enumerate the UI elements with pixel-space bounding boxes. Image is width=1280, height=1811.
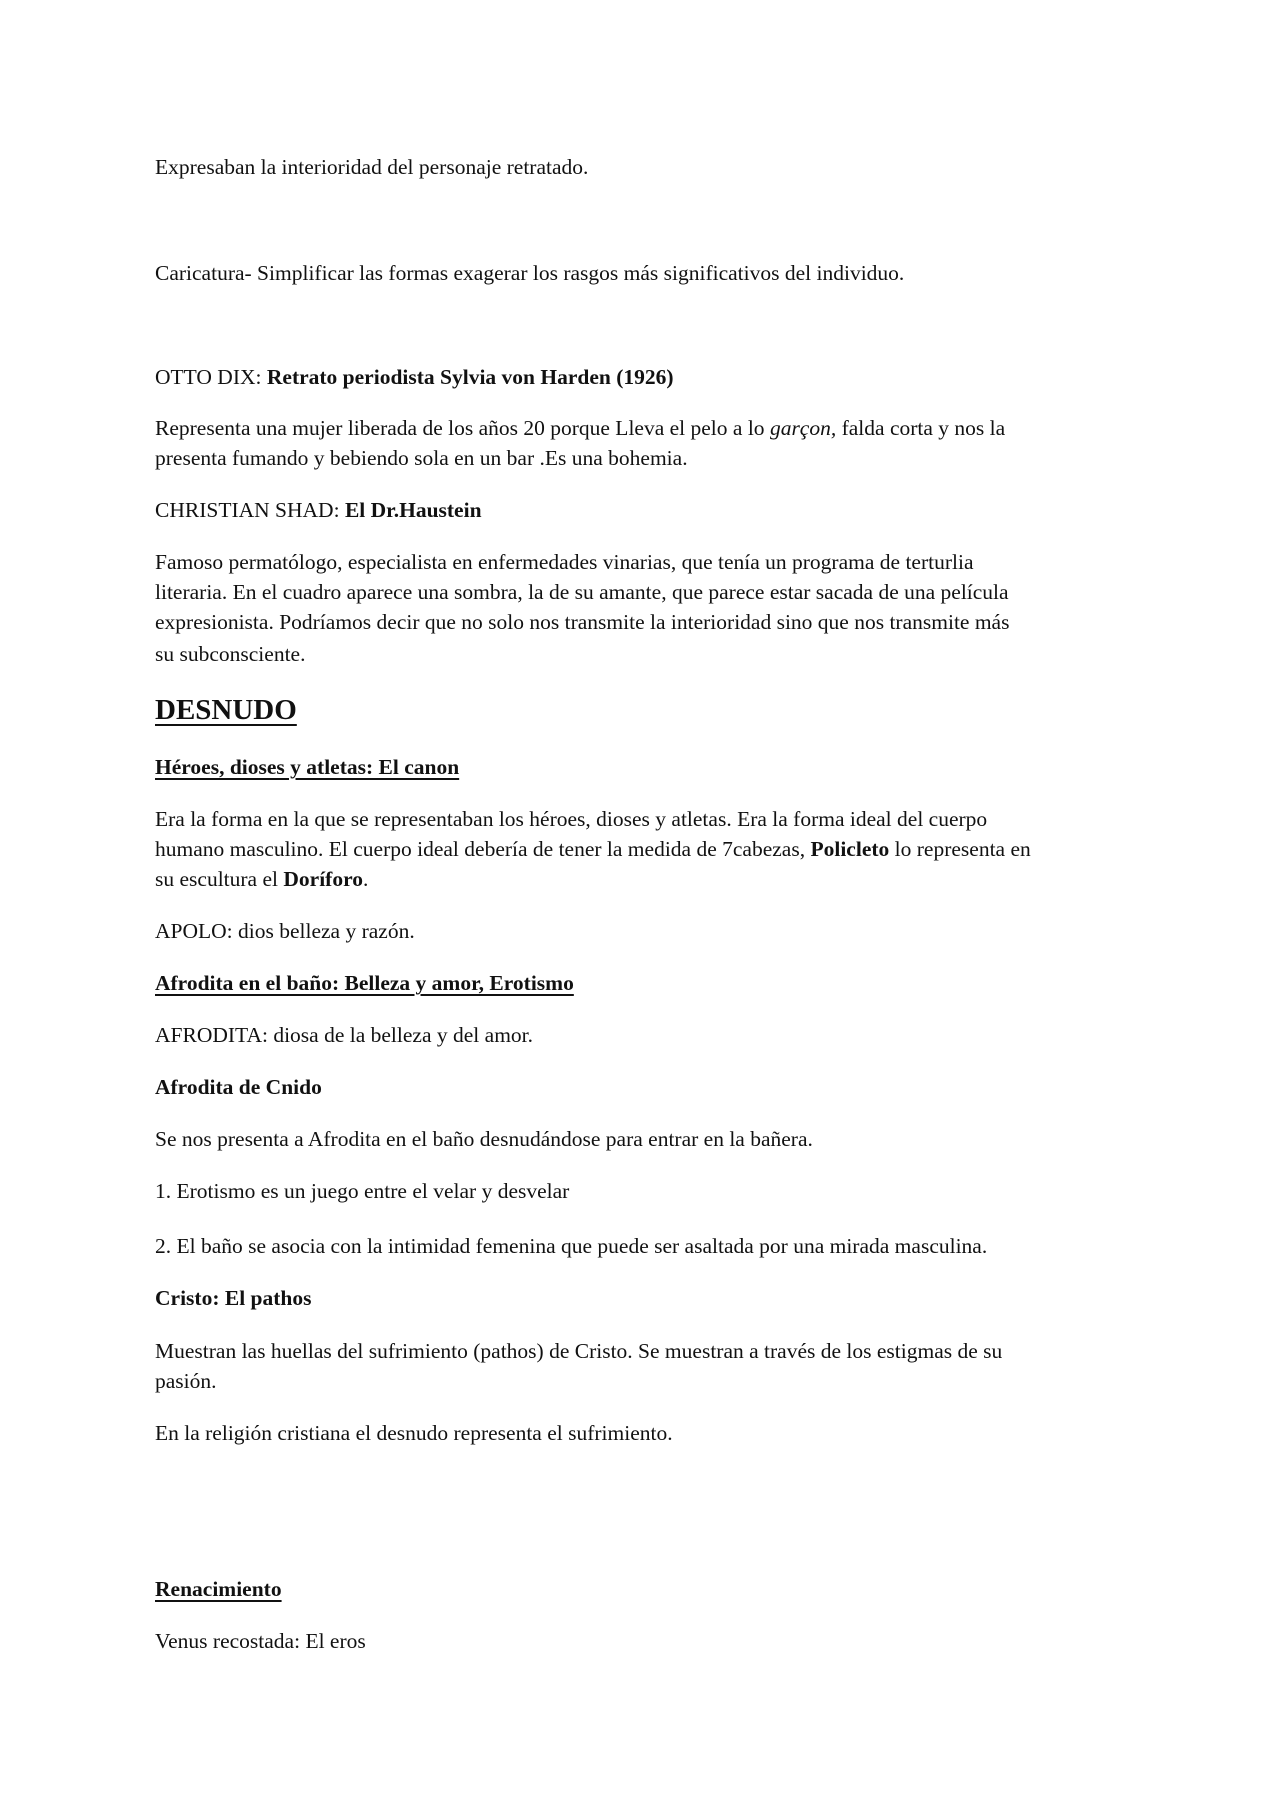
heading-christian-shad <box>155 495 482 525</box>
otto-text-a: Representa una mujer liberada de los años 20 porque Lleva el pelo a lo <box>155 416 770 440</box>
paragraph-cnido: Se nos presenta a Afrodita en el baño desnudándose para entrar en la bañera. <box>155 1127 813 1151</box>
canon-line-2 <box>155 834 1031 864</box>
otto-dix-title: Retrato periodista Sylvia von Harden (1926) <box>261 365 674 389</box>
list-item-2: 2. El baño se asocia con la intimidad femenina que puede ser asaltada por una mirada masculina. <box>155 1234 988 1258</box>
heading-otto-dix <box>155 362 674 392</box>
heading-heroes: Héroes, dioses y atletas: El canon <box>155 755 460 779</box>
paragraph-apolo: APOLO: dios belleza y razón. <box>155 919 415 943</box>
canon-line-1: Era la forma en la que se representaban los héroes, dioses y atletas. Era la forma ideal del cuerpo <box>155 807 988 831</box>
paragraph-caricatura: Caricatura- Simplificar las formas exagerar los rasgos más significativos del individuo. <box>155 261 905 285</box>
shad-label: CHRISTIAN SHAD: <box>155 498 340 522</box>
canon-text-d: su escultura el <box>155 867 284 891</box>
paragraph-expresaban: Expresaban la interioridad del personaje retratado. <box>155 155 589 179</box>
shad-line-2: literaria. En el cuadro aparece una sombra, la de su amante, que parece estar sacada de una película <box>155 580 1009 604</box>
otto-text-b: falda corta y nos la <box>836 416 1006 440</box>
heading-afrodita-bano: Afrodita en el baño: Belleza y amor, Erotismo <box>155 971 574 995</box>
canon-line-3 <box>155 864 368 894</box>
paragraph-venus: Venus recostada: El eros <box>155 1629 366 1653</box>
heading-desnudo: DESNUDO <box>155 694 297 726</box>
cristo-line-2: pasión. <box>155 1369 217 1393</box>
canon-text-a: humano masculino. El cuerpo ideal debería de tener la medida de 7cabezas, <box>155 837 811 861</box>
cristo-line-1: Muestran las huellas del sufrimiento (pathos) de Cristo. Se muestran a través de los estigmas de su <box>155 1339 1003 1363</box>
canon-text-e: . <box>362 867 369 891</box>
list-item-1: 1. Erotismo es un juego entre el velar y desvelar <box>155 1179 570 1203</box>
canon-policleto: Policleto <box>810 837 890 861</box>
otto-dix-line-2: presenta fumando y bebiendo sola en un bar .Es una bohemia. <box>155 446 688 470</box>
heading-afrodita-cnido: Afrodita de Cnido <box>155 1075 322 1099</box>
shad-title: El Dr.Haustein <box>339 498 482 522</box>
shad-line-3: expresionista. Podríamos decir que no solo nos transmite la interioridad sino que nos transmite más <box>155 610 1010 634</box>
otto-text-italic: garçon, <box>769 416 837 440</box>
shad-line-4: su subconsciente. <box>155 642 306 666</box>
heading-renacimiento: Renacimiento <box>155 1577 282 1601</box>
otto-dix-line-1 <box>155 413 1005 443</box>
heading-cristo: Cristo: El pathos <box>155 1286 312 1310</box>
paragraph-afrodita-def: AFRODITA: diosa de la belleza y del amor. <box>155 1023 534 1047</box>
shad-line-1: Famoso permatólogo, especialista en enfermedades vinarias, que tenía un programa de terturlia <box>155 550 974 574</box>
otto-dix-label: OTTO DIX: <box>155 365 262 389</box>
paragraph-cristo-2: En la religión cristiana el desnudo representa el sufrimiento. <box>155 1421 673 1445</box>
canon-text-c: lo representa en <box>889 837 1031 861</box>
canon-doriforo: Doríforo <box>283 867 363 891</box>
